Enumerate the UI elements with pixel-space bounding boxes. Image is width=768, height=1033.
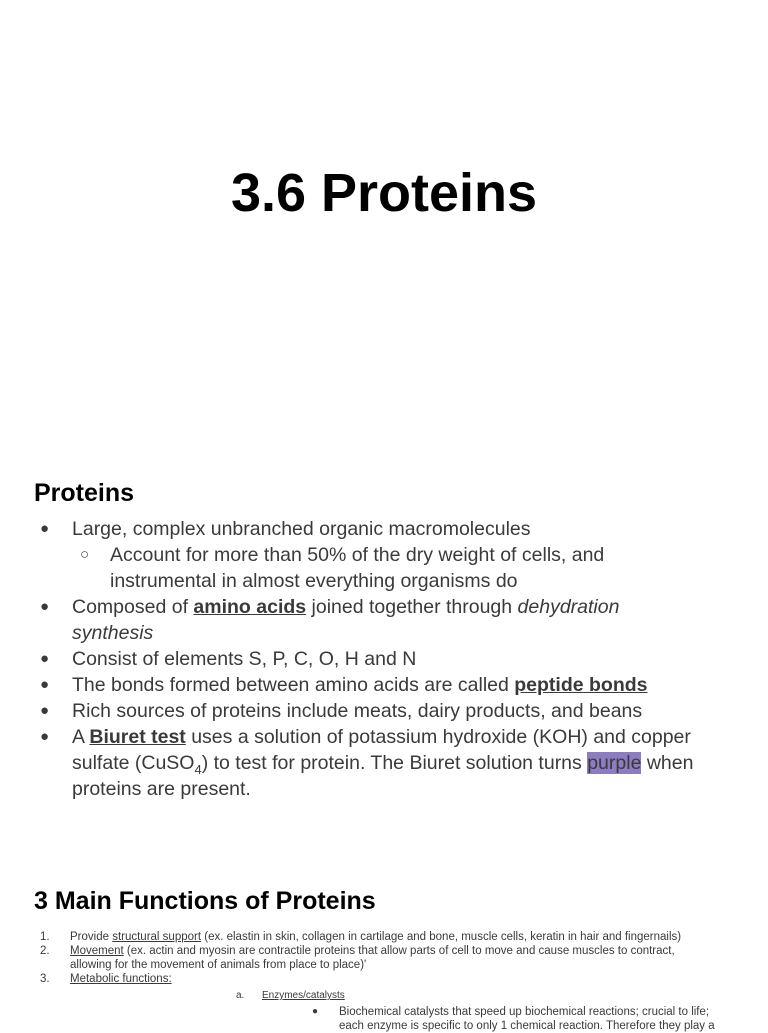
- proteins-bullet-list: [34, 516, 744, 802]
- list-item: ● Large, complex unbranched organic macromolecules: [40, 518, 531, 540]
- list-item: 1. Provide structural support (ex. elastin in skin, collagen in cartilage and bone, muscle cells, keratin in hair and fingernails): [40, 931, 682, 943]
- list-item-sub-sub: ● Biochemical catalysts that speed up biochemical reactions; crucial to life; each enzyme is specific to only 1 chemical reaction. Therefore they play a: [312, 1006, 715, 1032]
- term-amino-acids: amino acids: [193, 596, 307, 618]
- bullet-icon: ●: [40, 598, 50, 615]
- list-item-sub: a. Enzymes/catalysts: [236, 990, 345, 1001]
- list-item-sub: ○ Account for more than 50% of the dry weight of cells, and instrumental in almost everything organisms do: [80, 544, 605, 592]
- list-item: ● Composed of amino acids joined together through dehydration synthesis: [40, 596, 620, 644]
- list-item: ● The bonds formed between amino acids are called peptide bonds: [40, 674, 648, 696]
- term-peptide-bonds: peptide bonds: [514, 674, 648, 696]
- bullet-icon: ●: [40, 650, 50, 667]
- bullet-icon: ●: [40, 676, 50, 693]
- hollow-bullet-icon: ○: [80, 546, 90, 563]
- list-item: 2. Movement (ex. actin and myosin are contractile proteins that allow parts of cell to move and cause muscles to contract, allowing for the movement of animals from place to place)': [40, 945, 675, 971]
- section-heading-functions: 3 Main Functions of Proteins: [34, 887, 376, 915]
- list-item: ● Rich sources of proteins include meats, dairy products, and beans: [40, 700, 643, 722]
- highlight-purple: purple: [587, 752, 642, 774]
- bullet-icon: ●: [40, 520, 50, 537]
- bullet-icon: ●: [40, 702, 50, 719]
- functions-numbered-list: [34, 930, 744, 1033]
- list-item: 3. Metabolic functions:: [40, 973, 172, 985]
- page-title: 3.6 Proteins: [230, 163, 538, 223]
- bullet-icon: ●: [312, 1006, 319, 1017]
- section-heading-proteins: Proteins: [34, 479, 135, 507]
- term-biuret-test: Biuret test: [89, 726, 186, 748]
- bullet-icon: ●: [40, 728, 50, 745]
- list-item: ● Consist of elements S, P, C, O, H and N: [40, 648, 417, 670]
- list-item: ● A Biuret test uses a solution of potassium hydroxide (KOH) and copper sulfate (CuSO$_4$) to test for protein. The Biuret solution turns purple when proteins are present.: [40, 726, 694, 800]
